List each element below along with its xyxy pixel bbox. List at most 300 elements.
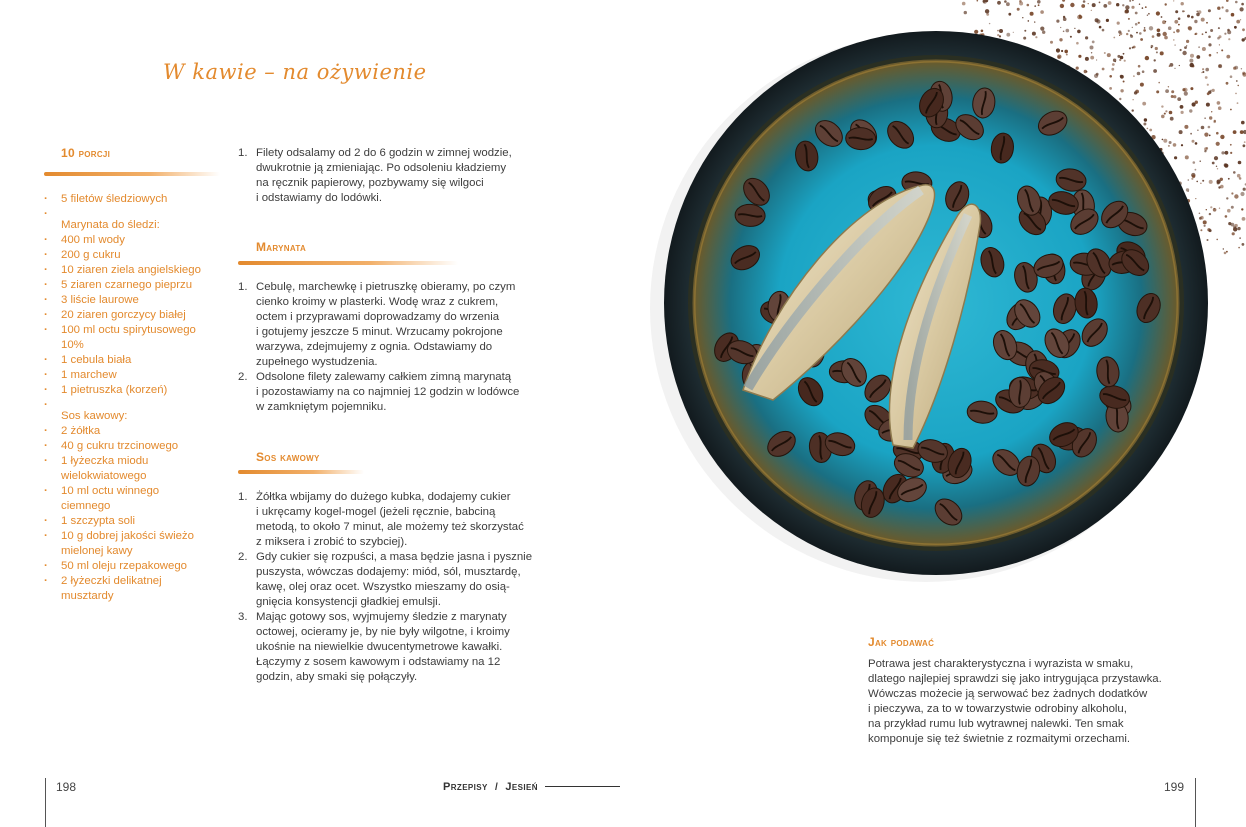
- coffee-ground: [1156, 90, 1159, 93]
- coffee-ground: [1228, 178, 1230, 180]
- ingredient-item: · 1 marchew: [44, 368, 201, 383]
- coffee-ground: [1226, 251, 1228, 253]
- step-line: i pozostawiamy na co najmniej 12 godzin w lodówce: [256, 386, 520, 398]
- coffee-ground: [1035, 36, 1037, 38]
- step-item: [238, 610, 558, 685]
- coffee-ground: [1059, 38, 1062, 41]
- coffee-ground: [1194, 33, 1196, 35]
- coffee-ground: [1154, 59, 1156, 61]
- coffee-ground: [1218, 27, 1220, 29]
- coffee-ground: [977, 0, 979, 2]
- spacer: [44, 207, 201, 218]
- coffee-ground: [1234, 224, 1237, 227]
- coffee-ground: [1165, 110, 1167, 112]
- coffee-ground: [1242, 217, 1246, 221]
- coffee-ground: [1030, 12, 1034, 16]
- coffee-ground: [1205, 76, 1208, 79]
- coffee-ground: [1063, 16, 1065, 18]
- coffee-ground: [1230, 144, 1232, 146]
- coffee-ground: [1083, 0, 1086, 3]
- coffee-ground: [1238, 161, 1242, 165]
- coffee-ground: [1237, 102, 1239, 104]
- coffee-ground: [1214, 208, 1215, 209]
- coffee-ground: [1227, 209, 1231, 213]
- coffee-ground: [1145, 56, 1149, 60]
- step-line: dwukrotnie ją zmieniając. Po odsoleniu kładziemy: [256, 162, 507, 174]
- coffee-ground: [1186, 188, 1189, 191]
- coffee-ground: [1168, 145, 1170, 147]
- coffee-ground: [1135, 12, 1138, 15]
- coffee-ground: [1070, 36, 1072, 38]
- ingredient-item: · 1 pietruszka (korzeń): [44, 383, 201, 398]
- coffee-ground: [1162, 139, 1164, 141]
- step-line: Filety odsalamy od 2 do 6 godzin w zimnej wodzie,: [256, 147, 512, 159]
- coffee-ground: [1109, 87, 1112, 90]
- coffee-ground: [1241, 208, 1243, 210]
- coffee-ground: [1092, 41, 1095, 44]
- step-line: metodą, to około 7 minut, ale możemy też skorzystać: [256, 521, 524, 533]
- coffee-ground: [1090, 46, 1094, 50]
- coffee-ground: [1204, 118, 1205, 119]
- coffee-ground: [1079, 15, 1082, 18]
- coffee-ground: [1234, 194, 1238, 198]
- coffee-ground: [1032, 32, 1036, 36]
- coffee-ground: [1202, 180, 1204, 182]
- coffee-ground: [1085, 57, 1089, 61]
- ingredient-item: · 5 ziaren czarnego pieprzu: [44, 278, 201, 293]
- ingredient-item: · 10 g dobrej jakości świeżo: [44, 529, 201, 544]
- coffee-ground: [1151, 47, 1152, 48]
- coffee-ground: [1175, 10, 1178, 13]
- coffee-ground: [1222, 137, 1224, 139]
- step-line: i ukręcamy kogel-mogel (jeżeli ręcznie, babciną: [256, 506, 496, 518]
- coffee-ground: [1103, 4, 1107, 8]
- coffee-ground: [1191, 16, 1194, 19]
- coffee-ground: [1220, 185, 1224, 189]
- portions-underline: [44, 172, 220, 176]
- coffee-ground: [1132, 109, 1134, 111]
- coffee-ground: [1204, 225, 1206, 227]
- coffee-ground: [1214, 156, 1218, 160]
- coffee-ground: [1129, 0, 1131, 2]
- coffee-ground: [1201, 18, 1205, 22]
- coffee-ground: [1027, 4, 1030, 7]
- coffee-ground: [1219, 18, 1221, 20]
- coffee-ground: [1231, 13, 1235, 17]
- coffee-ground: [1187, 15, 1190, 18]
- ingredient-item: · 2 żółtka: [44, 424, 201, 439]
- coffee-ground: [1182, 51, 1186, 55]
- coffee-ground: [1076, 67, 1079, 70]
- coffee-ground: [1226, 55, 1230, 59]
- coffee-ground: [1034, 21, 1035, 22]
- step-line: kawę, olej oraz ocet. Wszystko mieszamy do osią-: [256, 581, 510, 593]
- ingredient-item: · 40 g cukru trzcinowego: [44, 439, 201, 454]
- ingredient-item: · 400 ml wody: [44, 233, 201, 248]
- coffee-ground: [1240, 192, 1244, 196]
- coffee-ground: [1173, 143, 1177, 147]
- coffee-ground: [1006, 2, 1010, 6]
- ingredient-item: · 50 ml oleju rzepakowego: [44, 559, 201, 574]
- coffee-ground: [1207, 92, 1210, 95]
- dish-photo: [623, 0, 1246, 620]
- coffee-ground: [1144, 27, 1146, 29]
- ingredient-item: · 1 szczypta soli: [44, 514, 201, 529]
- coffee-ground: [1207, 239, 1209, 241]
- coffee-ground: [1171, 90, 1174, 93]
- coffee-ground: [1174, 20, 1178, 24]
- coffee-ground: [1200, 229, 1202, 231]
- coffee-ground: [1142, 102, 1146, 106]
- coffee-ground: [985, 9, 989, 13]
- coffee-ground: [1226, 197, 1228, 199]
- ingredients-list: [44, 192, 201, 604]
- coffee-ground: [1241, 3, 1244, 6]
- step-number: 3.: [238, 611, 248, 623]
- coffee-ground: [1231, 206, 1234, 209]
- coffee-ground: [1226, 82, 1229, 85]
- coffee-ground: [1209, 116, 1212, 119]
- coffee-ground: [1165, 89, 1169, 93]
- coffee-ground: [981, 30, 984, 33]
- step-line: na ręcznik papierowy, pozbywamy się wilgoci: [256, 177, 484, 189]
- coffee-ground: [1169, 111, 1173, 115]
- coffee-ground: [1161, 105, 1163, 107]
- coffee-ground: [1142, 7, 1144, 9]
- coffee-ground: [1131, 6, 1134, 9]
- coffee-ground: [1225, 9, 1228, 12]
- coffee-ground: [1184, 92, 1188, 96]
- coffee-ground: [1125, 5, 1129, 9]
- coffee-ground: [1231, 223, 1235, 227]
- coffee-ground: [1224, 163, 1228, 167]
- page-number-left: 198: [56, 780, 77, 794]
- ingredient-item: · 20 ziaren gorczycy białej: [44, 308, 201, 323]
- ingredient-item: · 2 łyżeczki delikatnej: [44, 574, 201, 589]
- coffee-ground: [1240, 19, 1241, 20]
- coffee-ground: [1135, 23, 1138, 26]
- coffee-ground: [1208, 43, 1211, 46]
- step-item: [238, 146, 558, 206]
- coffee-ground: [1173, 0, 1174, 1]
- coffee-ground: [1222, 6, 1224, 8]
- coffee-ground: [1168, 26, 1172, 30]
- coffee-ground: [1198, 46, 1200, 48]
- coffee-ground: [1170, 117, 1174, 121]
- coffee-ground: [1231, 192, 1233, 194]
- coffee-ground: [1168, 86, 1169, 87]
- runner-subsection: Jesień: [505, 781, 538, 793]
- coffee-ground: [1195, 198, 1196, 199]
- coffee-ground: [1130, 35, 1133, 38]
- coffee-ground: [1161, 16, 1163, 18]
- coffee-ground: [1217, 52, 1218, 53]
- coffee-ground: [1066, 54, 1068, 56]
- coffee-ground: [1192, 175, 1195, 178]
- coffee-ground: [1209, 180, 1213, 184]
- coffee-ground: [1126, 33, 1128, 35]
- coffee-ground: [1188, 26, 1191, 29]
- step-line: octowej, ocieramy je, by nie były wilgotne, i kroimy: [256, 626, 510, 638]
- coffee-ground: [1088, 3, 1089, 4]
- coffee-ground: [1209, 135, 1211, 137]
- coffee-ground: [1148, 13, 1150, 15]
- coffee-ground: [1057, 55, 1061, 59]
- coffee-ground: [1216, 166, 1217, 167]
- coffee-ground: [1223, 248, 1224, 249]
- coffee-ground: [1124, 60, 1126, 62]
- coffee-ground: [1192, 140, 1195, 143]
- running-header: [443, 781, 538, 793]
- coffee-ground: [1178, 24, 1180, 26]
- coffee-ground: [1182, 88, 1185, 91]
- coffee-ground: [1196, 181, 1198, 183]
- coffee-ground: [1173, 39, 1175, 41]
- coffee-ground: [1132, 27, 1133, 28]
- coffee-ground: [1225, 151, 1229, 155]
- coffee-ground: [1119, 32, 1122, 35]
- coffee-ground: [1140, 38, 1143, 41]
- coffee-ground: [1164, 36, 1168, 40]
- serving-line: komponuje się też świetnie z rozmaitymi orzechami.: [868, 733, 1131, 745]
- coffee-ground: [1219, 208, 1220, 209]
- coffee-ground: [1224, 252, 1227, 255]
- marinade-underline: [238, 261, 458, 265]
- ingredient-item: · 100 ml octu spirytusowego: [44, 323, 201, 338]
- coffee-ground: [1066, 29, 1070, 33]
- coffee-ground: [1218, 106, 1222, 110]
- coffee-bean: [845, 127, 876, 150]
- coffee-ground: [1037, 0, 1041, 4]
- coffee-ground: [1076, 42, 1079, 45]
- coffee-ground: [1091, 52, 1092, 53]
- coffee-ground: [1191, 178, 1193, 180]
- coffee-ground: [1219, 65, 1221, 67]
- coffee-ground: [1137, 72, 1141, 76]
- coffee-ground: [1019, 0, 1022, 3]
- coffee-ground: [999, 35, 1001, 37]
- coffee-ground: [1209, 229, 1212, 232]
- coffee-ground: [1160, 51, 1164, 55]
- coffee-ground: [1220, 178, 1223, 181]
- coffee-ground: [1170, 63, 1174, 67]
- coffee-ground: [1202, 68, 1204, 70]
- coffee-ground: [1201, 72, 1202, 73]
- step-number: 1.: [238, 491, 248, 503]
- coffee-ground: [1070, 3, 1074, 7]
- coffee-ground: [1179, 130, 1183, 134]
- coffee-ground: [1117, 22, 1120, 25]
- coffee-ground: [1195, 101, 1198, 104]
- step-line: Cebulę, marchewkę i pietruszkę obieramy, po czym: [256, 281, 516, 293]
- coffee-ground: [1233, 130, 1237, 134]
- coffee-ground: [1208, 126, 1211, 129]
- coffee-ground: [1238, 85, 1239, 86]
- coffee-ground: [1133, 99, 1134, 100]
- serving-line: Wówczas możecie ją serwować bez żadnych dodatków: [868, 688, 1148, 700]
- coffee-ground: [1138, 22, 1140, 24]
- coffee-ground: [1081, 4, 1085, 8]
- coffee-ground: [1206, 103, 1210, 107]
- coffee-ground: [1096, 73, 1099, 76]
- coffee-ground: [1235, 1, 1238, 4]
- ingredient-group-label: ciemnego: [61, 500, 111, 512]
- step-line: i odstawiamy do lodówki.: [256, 192, 382, 204]
- coffee-ground: [1179, 65, 1180, 66]
- coffee-ground: [1022, 17, 1023, 18]
- coffee-ground: [1216, 132, 1219, 135]
- coffee-ground: [1219, 35, 1222, 38]
- coffee-ground: [1205, 32, 1207, 34]
- coffee-ground: [1176, 29, 1180, 33]
- step-line: Gdy cukier się rozpuści, a masa będzie jasna i pysznie: [256, 551, 533, 563]
- coffee-ground: [1062, 6, 1064, 8]
- coffee-ground: [1196, 55, 1200, 59]
- coffee-ground: [989, 23, 990, 24]
- coffee-ground: [1199, 213, 1201, 215]
- coffee-ground: [1086, 71, 1087, 72]
- coffee-ground: [1213, 121, 1216, 124]
- coffee-ground: [1161, 115, 1165, 119]
- coffee-ground: [1096, 59, 1097, 60]
- coffee-ground: [1023, 37, 1026, 40]
- coffee-ground: [1136, 32, 1138, 34]
- coffee-ground: [1102, 29, 1105, 32]
- coffee-ground: [1123, 53, 1125, 55]
- coffee-ground: [1195, 169, 1197, 171]
- serving-line: dlatego najlepiej sprawdzi się jako intrygująca przystawka.: [868, 673, 1162, 685]
- coffee-ground: [1124, 10, 1128, 14]
- coffee-ground: [997, 34, 999, 36]
- coffee-ground: [1238, 247, 1240, 249]
- coffee-ground: [1237, 227, 1240, 230]
- coffee-ground: [1092, 3, 1096, 7]
- coffee-ground: [1156, 11, 1160, 15]
- spacer: [44, 398, 201, 409]
- coffee-ground: [1117, 55, 1120, 58]
- coffee-ground: [1152, 35, 1155, 38]
- coffee-ground: [1095, 18, 1099, 22]
- coffee-ground: [1208, 9, 1211, 12]
- coffee-ground: [1149, 26, 1153, 30]
- coffee-ground: [1099, 26, 1102, 29]
- coffee-ground: [1225, 215, 1228, 218]
- coffee-ground: [1140, 83, 1144, 87]
- coffee-ground: [1194, 20, 1197, 23]
- coffee-ground: [1153, 69, 1157, 73]
- coffee-ground: [1237, 174, 1241, 178]
- coffee-ground: [1155, 47, 1158, 50]
- coffee-ground: [1243, 73, 1245, 75]
- step-line: ukośnie na niewielkie dwucentymetrowe kawałki.: [256, 641, 503, 653]
- coffee-ground: [1008, 13, 1011, 16]
- coffee-ground: [1181, 111, 1184, 114]
- step-line: gnięcia konsystencji gładkiej emulsji.: [256, 596, 441, 608]
- coffee-ground: [1004, 0, 1007, 3]
- coffee-bean: [1009, 377, 1031, 407]
- right-margin-rule: [1195, 778, 1196, 827]
- coffee-ground: [1143, 123, 1146, 126]
- serving-line: i pieczywa, za to w towarzystwie odrobiny alkoholu,: [868, 703, 1127, 715]
- coffee-ground: [1139, 3, 1140, 4]
- coffee-ground: [1113, 37, 1115, 39]
- coffee-ground: [1195, 142, 1198, 145]
- coffee-ground: [1189, 59, 1193, 63]
- portions-label: 10 porcji: [61, 146, 111, 160]
- coffee-ground: [1234, 26, 1237, 29]
- coffee-ground: [1188, 179, 1190, 181]
- coffee-ground: [1042, 31, 1045, 34]
- coffee-ground: [1128, 30, 1130, 32]
- coffee-ground: [1236, 80, 1238, 82]
- coffee-ground: [1232, 232, 1235, 235]
- coffee-ground: [1233, 67, 1236, 70]
- coffee-ground: [997, 1, 1001, 5]
- coffee-ground: [1112, 63, 1115, 66]
- coffee-ground: [1221, 49, 1223, 51]
- coffee-ground: [1202, 47, 1206, 51]
- step-line: w zamkniętym pojemniku.: [256, 401, 387, 413]
- coffee-ground: [1230, 152, 1232, 154]
- coffee-ground: [1217, 168, 1218, 169]
- coffee-ground: [1024, 30, 1026, 32]
- coffee-ground: [1074, 28, 1075, 29]
- coffee-ground: [1212, 162, 1215, 165]
- coffee-ground: [1210, 29, 1213, 32]
- coffee-ground: [1090, 56, 1094, 60]
- coffee-ground: [1212, 89, 1215, 92]
- coffee-ground: [1206, 209, 1207, 210]
- step-line: cienko kroimy w plasterki. Wodę wraz z cukrem,: [256, 296, 499, 308]
- recipe-title: W kawie – na ożywienie: [163, 60, 427, 84]
- coffee-ground: [1139, 32, 1142, 35]
- coffee-ground: [1104, 52, 1106, 54]
- coffee-ground: [1060, 27, 1061, 28]
- coffee-ground: [1108, 1, 1112, 5]
- coffee-ground: [1156, 51, 1158, 53]
- coffee-ground: [1144, 118, 1147, 121]
- coffee-ground: [1216, 142, 1220, 146]
- coffee-ground: [1204, 133, 1208, 137]
- coffee-ground: [1078, 55, 1081, 58]
- coffee-ground: [962, 2, 966, 6]
- coffee-ground: [1201, 126, 1205, 130]
- coffee-ground: [1202, 71, 1204, 73]
- coffee-ground: [1162, 20, 1166, 24]
- step-line: Żółtka wbijamy do dużego kubka, dodajemy cukier: [256, 491, 511, 503]
- step-line: octem i przyprawami doprowadzamy do wrzenia: [256, 311, 500, 323]
- coffee-ground: [1056, 20, 1059, 23]
- coffee-ground: [1091, 10, 1092, 11]
- coffee-ground: [1184, 125, 1188, 129]
- coffee-ground: [1147, 15, 1148, 16]
- coffee-ground: [1205, 68, 1209, 72]
- ingredient-group-label: 10%: [61, 339, 84, 351]
- coffee-ground: [1034, 5, 1036, 7]
- coffee-ground: [1017, 8, 1020, 11]
- coffee-ground: [1040, 27, 1044, 31]
- coffee-ground: [1164, 113, 1166, 115]
- coffee-ground: [1226, 0, 1229, 2]
- ingredient-item: · 10 ml octu winnego: [44, 484, 201, 499]
- runner-separator: /: [494, 782, 499, 793]
- coffee-ground: [1206, 22, 1208, 24]
- ingredient-item: · 1 łyżeczka miodu: [44, 454, 201, 469]
- coffee-ground: [1219, 44, 1220, 45]
- coffee-ground: [1064, 50, 1068, 54]
- coffee-ground: [1123, 81, 1125, 83]
- coffee-ground: [1174, 44, 1175, 45]
